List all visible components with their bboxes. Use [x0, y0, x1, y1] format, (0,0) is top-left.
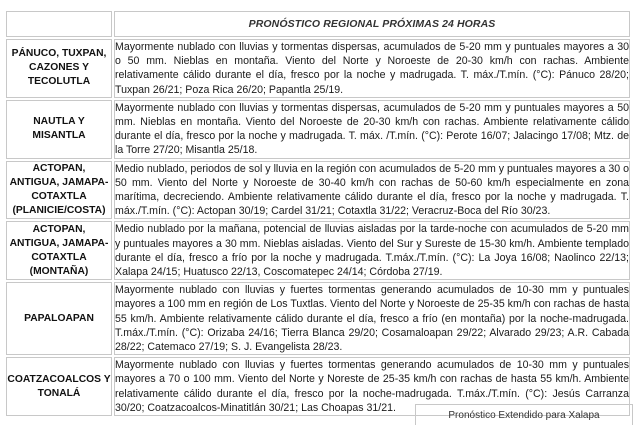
region-forecast: Mayormente nublado con lluvias y fuertes tormentas generando acumulados de 10-30 mm y puntuales mayores a 100 mm en región de Los Tuxtlas. Viento del Norte y Noroeste de 25-35 km/h con rachas de hasta 55 km/h. Ambiente relativamente cálido durante el día, fresco a frío (en montaña) por la noche-madrugada. T.máx./T.mín. (°C): Orizaba 24/16; Tierra Blanca 29/20; Cosamaloapan 29/22; Alvarado 29/23; A.R. Cabada 28/22; Catemaco 27/19; S. J. Evangelista 28/23.: [114, 282, 630, 355]
region-name: PÁNUCO, TUXPAN, CAZONES Y TECOLUTLA: [6, 39, 112, 98]
region-forecast: Medio nublado, periodos de sol y lluvia en la región con acumulados de 5-20 mm y puntuales mayores a 30 o 50 mm. Viento del Norte y Noroeste de 30-40 km/h con rachas de 50-60 km/h especialmente en zona marítima, decreciendo. Ambiente relativamente cálido durante el día, fresco por la noche y madrugada. T. máx./T.mín. (°C): Actopan 30/19; Cardel 31/21; Cotaxtla 31/22; Veracruz-Boca del Río 30/23.: [114, 161, 630, 220]
region-forecast: Medio nublado por la mañana, potencial de lluvias aisladas por la tarde-noche con acumulados de 5-20 mm y puntuales mayores a 30 mm. Nieblas aisladas. Viento del Sur y Sureste de 15-30 km/h. Ambiente templado durante el día, fresco a frío por la noche y madrugada. T.máx./T.mín. (°C): La Joya 16/08; Naolinco 22/13; Xalapa 24/15; Huatusco 22/13, Coscomatepec 24/14; Córdoba 27/19.: [114, 221, 630, 280]
forecast-title: PRONÓSTICO REGIONAL PRÓXIMAS 24 HORAS: [114, 11, 630, 37]
table-row: [6, 221, 630, 280]
region-forecast: Mayormente nublado con lluvias y fuertes tormentas generando acumulados de 10-30 mm y puntuales mayores a 70 o 100 mm. Viento del Norte y Noreste de 25-35 km/h con rachas de hasta 55 km/h. Ambiente relativamente cálido durante el día, fresco por la noche-madrugada. T.máx./T.mín. (°C): Jesús Carranza 30/20; Coatzacoalcos-Minatitlán 30/21; Las Choapas 31/21.: [114, 357, 630, 416]
region-name: ACTOPAN, ANTIGUA, JAMAPA-COTAXTLA (PLANICIE/COSTA): [6, 161, 112, 220]
table-row: [6, 161, 630, 220]
region-name: NAUTLA Y MISANTLA: [6, 100, 112, 159]
region-name: ACTOPAN, ANTIGUA, JAMAPA-COTAXTLA (MONTAÑA): [6, 221, 112, 280]
header-row: [6, 11, 630, 37]
region-forecast: Mayormente nublado con lluvias y tormentas dispersas, acumulados de 5-20 mm y puntuales mayores a 50 mm. Nieblas en montaña. Viento del Noroeste de 20-30 km/h con rachas. Ambiente relativamente cálido durante el día, fresco por la noche y madrugada. T. máx. /T.mín. (°C): Perote 16/07; Jalacingo 17/08; Mtz. de la Torre 27/20; Misantla 25/18.: [114, 100, 630, 159]
region-name: PAPALOAPAN: [6, 282, 112, 355]
regional-forecast-table: [4, 9, 632, 418]
header-blank-cell: [6, 11, 112, 37]
table-row: [6, 282, 630, 355]
table-row: [6, 100, 630, 159]
region-name: COATZACOALCOS Y TONALÁ: [6, 357, 112, 416]
region-forecast: Mayormente nublado con lluvias y tormentas dispersas, acumulados de 5-20 mm y puntuales mayores a 30 o 50 mm. Nieblas en montaña. Viento del Norte y Noroeste de 20-30 km/h con rachas. Ambiente relativamente cálido durante el día, fresco por la noche y madrugada. T. máx./T.mín. (°C): Pánuco 28/20; Tuxpan 26/21; Poza Rica 26/20; Papantla 25/19.: [114, 39, 630, 98]
table-row: [6, 39, 630, 98]
extended-forecast-header: Pronóstico Extendido para Xalapa: [415, 404, 633, 425]
